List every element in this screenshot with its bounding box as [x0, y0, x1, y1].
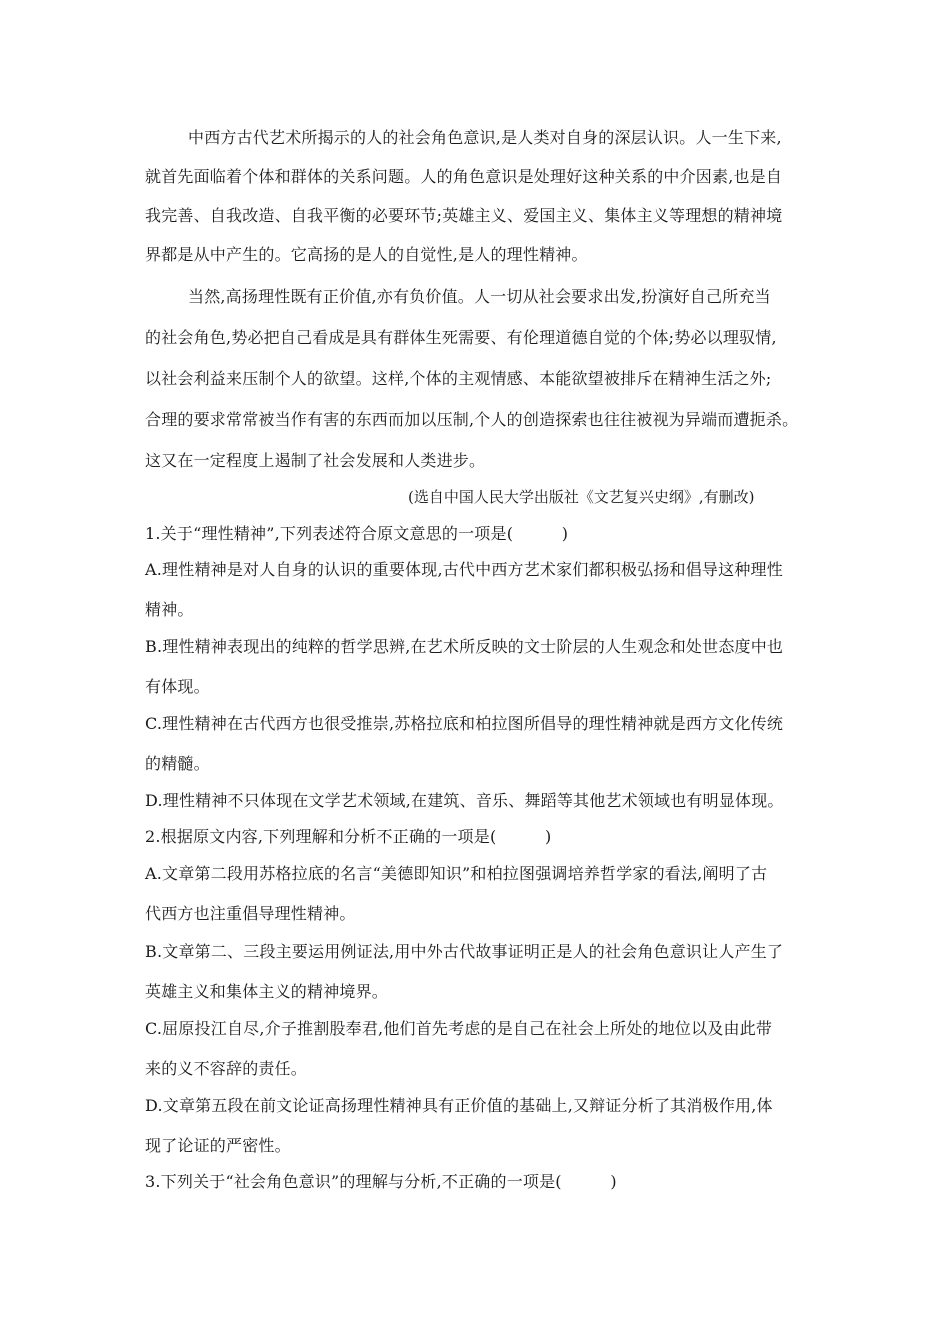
question-1-option-a-line-2: 精神。 — [145, 600, 194, 619]
question-2-option-b-line-2: 英雄主义和集体主义的精神境界。 — [145, 982, 389, 1001]
question-1-option-c-line-1: C.理性精神在古代西方也很受推崇,苏格拉底和柏拉图所倡导的理性精神就是西方文化传统 — [145, 714, 784, 733]
question-1-option-b-line-1: B.理性精神表现出的纯粹的哲学思辨,在艺术所反映的文士阶层的人生观念和处世态度中也 — [145, 637, 784, 656]
passage-p1-line-3: 我完善、自我改造、自我平衡的必要环节;英雄主义、爱国主义、集体主义等理想的精神境 — [145, 206, 783, 225]
passage-p1-line-4: 界都是从中产生的。它高扬的是人的自觉性,是人的理性精神。 — [145, 245, 588, 264]
passage-p2-line-2: 的社会角色,势必把自己看成是具有群体生死需要、有伦理道德自觉的个体;势必以理驭情, — [145, 328, 777, 347]
passage-p1-line-1: 中西方古代艺术所揭示的人的社会角色意识,是人类对自身的深层认识。人一生下来, — [188, 128, 782, 147]
question-1-option-d: D.理性精神不只体现在文学艺术领域,在建筑、音乐、舞蹈等其他艺术领域也有明显体现。 — [145, 791, 784, 810]
passage-p2-line-1: 当然,高扬理性既有正价值,亦有负价值。人一切从社会要求出发,扮演好自己所充当 — [188, 287, 771, 306]
passage-p2-line-4: 合理的要求常常被当作有害的东西而加以压制,个人的创造探索也往往被视为异端而遭扼杀。 — [145, 410, 799, 429]
question-1-option-a-line-1: A.理性精神是对人自身的认识的重要体现,古代中西方艺术家们都积极弘扬和倡导这种理性 — [145, 560, 783, 579]
passage-p2-line-5: 这又在一定程度上遏制了社会发展和人类进步。 — [145, 451, 486, 470]
question-2-option-d-line-2: 现了论证的严密性。 — [145, 1136, 291, 1155]
question-1-option-c-line-2: 的精髓。 — [145, 754, 210, 773]
question-2-stem: 2.根据原文内容,下列理解和分析不正确的一项是( ) — [145, 827, 552, 846]
passage-source: (选自中国人民大学出版社《文艺复兴史纲》,有删改) — [408, 488, 755, 506]
question-2-option-c-line-2: 来的义不容辞的责任。 — [145, 1059, 308, 1078]
passage-p1-line-2: 就首先面临着个体和群体的关系问题。人的角色意识是处理好这种关系的中介因素,也是自 — [145, 167, 783, 186]
question-2-option-d-line-1: D.文章第五段在前文论证高扬理性精神具有正价值的基础上,又辩证分析了其消极作用,体 — [145, 1096, 773, 1115]
question-2-option-a-line-2: 代西方也注重倡导理性精神。 — [145, 904, 356, 923]
question-3-stem: 3.下列关于“社会角色意识”的理解与分析,不正确的一项是( ) — [145, 1172, 617, 1191]
question-2-option-b-line-1: B.文章第二、三段主要运用例证法,用中外古代故事证明正是人的社会角色意识让人产生了 — [145, 942, 784, 961]
passage-p2-line-3: 以社会利益来压制个人的欲望。这样,个体的主观情感、本能欲望被排斥在精神生活之外; — [145, 369, 772, 388]
question-2-option-a-line-1: A.文章第二段用苏格拉底的名言“美德即知识”和柏拉图强调培养哲学家的看法,阐明了古 — [145, 864, 768, 883]
question-1-option-b-line-2: 有体现。 — [145, 677, 210, 696]
question-2-option-c-line-1: C.屈原投江自尽,介子推割股奉君,他们首先考虑的是自己在社会上所处的地位以及由此带 — [145, 1019, 773, 1038]
question-1-stem: 1.关于“理性精神”,下列表述符合原文意思的一项是( ) — [145, 524, 569, 543]
